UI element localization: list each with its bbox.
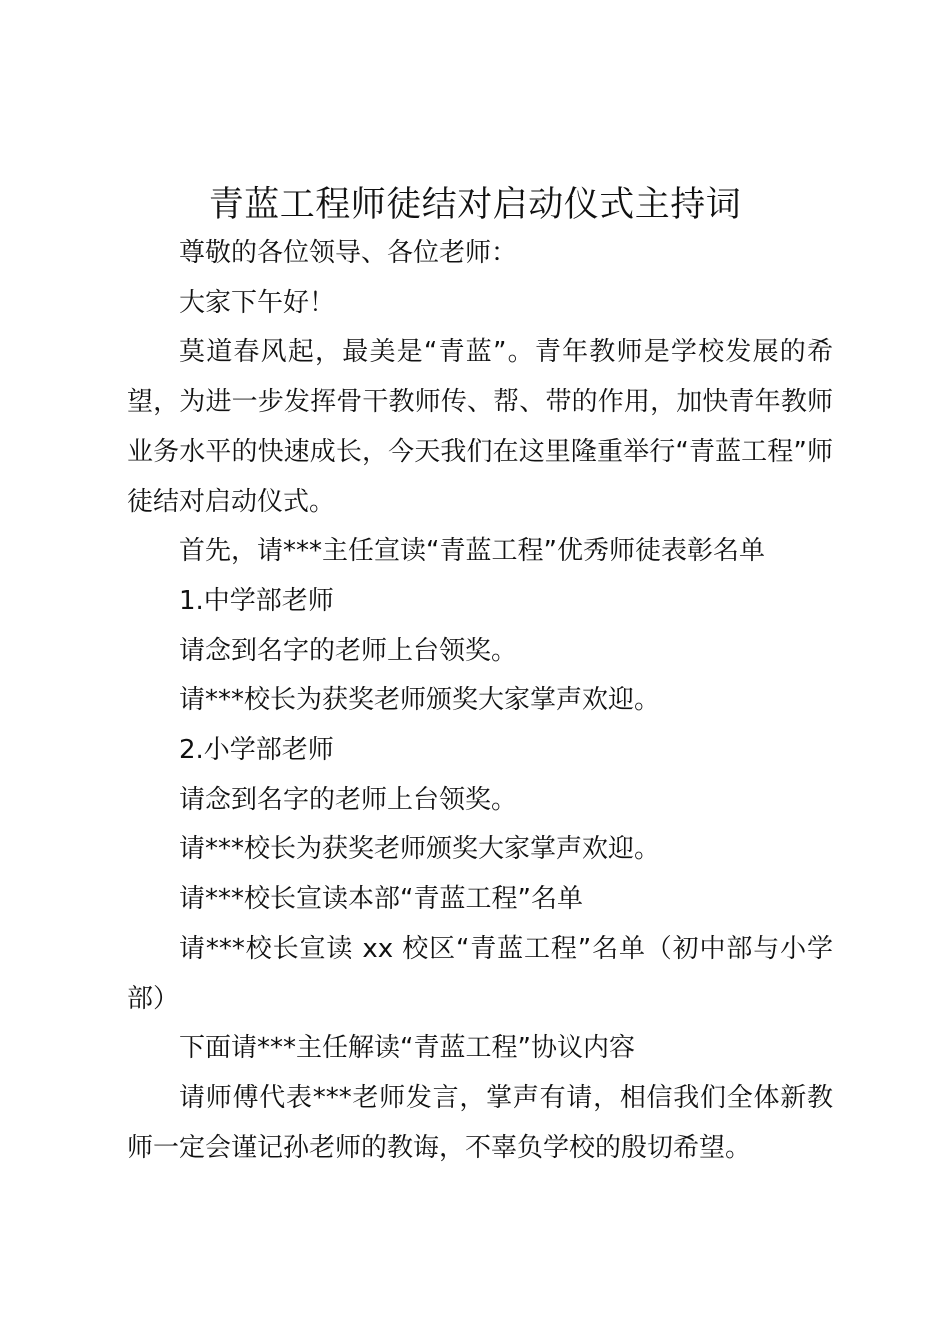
document-title: 青蓝工程师徒结对启动仪式主持词 <box>208 185 742 225</box>
paragraph-award-present-2: 请***校长为获奖老师颁奖大家掌声欢迎。 <box>179 834 661 865</box>
paragraph-middle-school: 1.中学部老师 <box>179 585 334 616</box>
paragraph-branch-campus-list: 请***校长宣读 xx 校区“青蓝工程”名单（初中部与小学部） <box>127 933 833 1014</box>
paragraph-award-present-1: 请***校长为获奖老师颁奖大家掌声欢迎。 <box>179 685 661 716</box>
paragraph-commendation-list: 首先，请***主任宣读“青蓝工程”优秀师徒表彰名单 <box>179 536 765 567</box>
paragraph-primary-school: 2.小学部老师 <box>179 735 334 766</box>
paragraph-mentor-speech: 请师傅代表***老师发言，掌声有请，相信我们全体新教师一定会谨记孙老师的教诲，不辜负学校的殷切希望。 <box>127 1082 833 1163</box>
paragraph-salutation: 尊敬的各位领导、各位老师： <box>179 238 518 268</box>
paragraph-award-call-2: 请念到名字的老师上台领奖。 <box>179 784 518 815</box>
paragraph-greeting: 大家下午好！ <box>179 287 336 318</box>
paragraph-opening: 莫道春风起，最美是“青蓝”。青年教师是学校发展的希望，为进一步发挥骨干教师传、帮、带的作用，加快青年教师业务水平的快速成长，今天我们在这里隆重举行“青蓝工程”师徒结对启动仪式。 <box>127 337 833 517</box>
document-body <box>127 229 833 1173</box>
paragraph-main-campus-list: 请***校长宣读本部“青蓝工程”名单 <box>179 884 583 915</box>
paragraph-award-call-1: 请念到名字的老师上台领奖。 <box>179 635 518 666</box>
paragraph-agreement: 下面请***主任解读“青蓝工程”协议内容 <box>179 1033 635 1064</box>
